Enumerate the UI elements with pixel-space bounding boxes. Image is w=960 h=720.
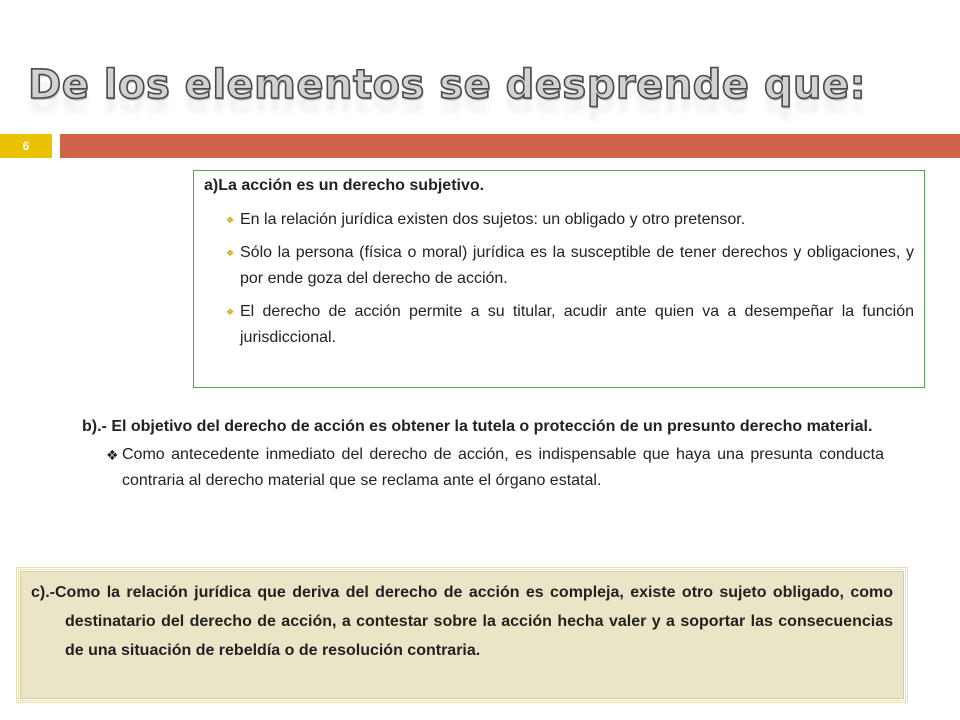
four-diamond-bullet-icon: ❖ bbox=[106, 447, 119, 463]
section-b-sub-text: Como antecedente inmediato del derecho de acción, es indispensable que haya una presunta conducta contraria al derecho material que se reclama ante el órgano estatal. bbox=[122, 446, 884, 489]
slide-title: De los elementos se desprende que: bbox=[28, 62, 867, 108]
list-item bbox=[226, 207, 914, 233]
section-b-main-text: b).- El objetivo del derecho de acción es obtener la tutela o protección de un presunto derecho material. bbox=[82, 418, 873, 435]
list-item bbox=[226, 299, 914, 351]
list-item bbox=[226, 240, 914, 292]
diamond-bullet-icon: ❖ bbox=[226, 248, 235, 258]
section-b bbox=[82, 414, 884, 494]
section-a-box bbox=[193, 170, 925, 388]
section-c-box bbox=[20, 571, 904, 699]
section-b-sub-item bbox=[106, 442, 884, 494]
slide-number-label: 6 bbox=[22, 139, 30, 153]
diamond-bullet-icon: ❖ bbox=[226, 215, 235, 225]
list-item-text: Sólo la persona (física o moral) jurídica es la susceptible de tener derechos y obligaciones, y por ende goza del derecho de acción. bbox=[240, 244, 914, 287]
list-item-text: En la relación jurídica existen dos sujetos: un obligado y otro pretensor. bbox=[240, 211, 746, 228]
list-item-text: El derecho de acción permite a su titular, acudir ante quien va a desempeñar la función jurisdiccional. bbox=[240, 303, 914, 346]
accent-bar bbox=[60, 134, 960, 158]
section-a-heading: a)La acción es un derecho subjetivo. bbox=[204, 177, 485, 194]
diamond-bullet-icon: ❖ bbox=[226, 307, 235, 317]
slide-number bbox=[0, 134, 52, 158]
section-c-text: c).-Como la relación jurídica que deriva del derecho de acción es compleja, existe otro sujeto obligado, como destinatario del derecho de acción, a contestar sobre la acción hecha valer y a soportar las consecuencias de una situación de rebeldía o de resolución contraria. bbox=[31, 584, 893, 659]
